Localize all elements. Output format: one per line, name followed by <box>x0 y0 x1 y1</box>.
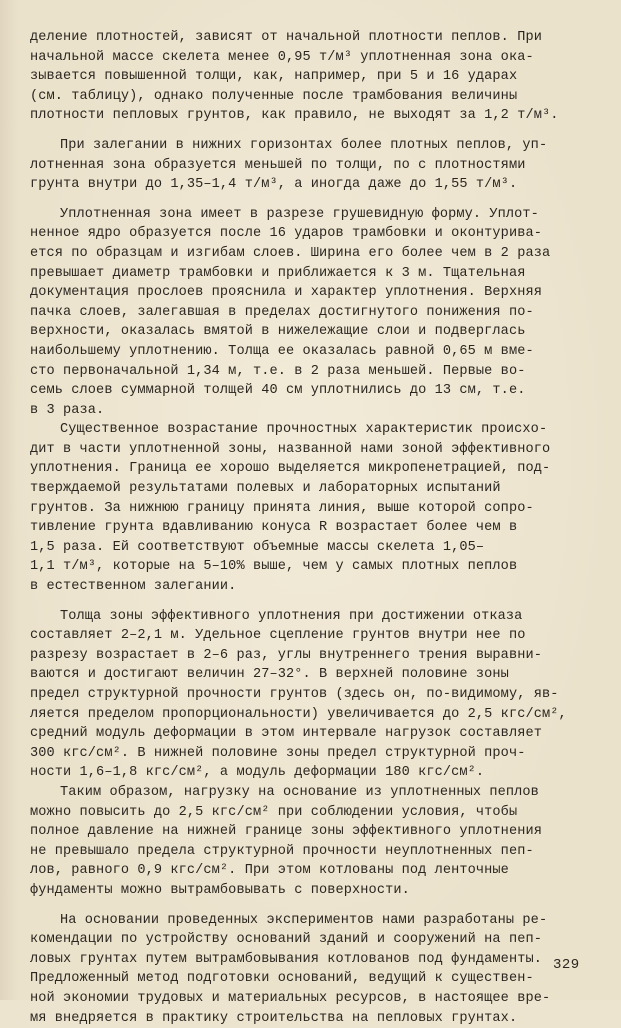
text-line: комендации по устройству оснований зданий и сооружений на пеп- <box>30 930 588 950</box>
text-line: При залегании в нижних горизонтах более плотных пеплов, уп- <box>30 136 588 156</box>
text-line: плотности пепловых грунтов, как правило, не выходят за 1,2 т/м³. <box>30 106 588 126</box>
paragraph-6 <box>30 783 588 901</box>
body-text <box>30 28 588 1028</box>
text-line: фундаменты можно вытрамбовывать с поверхности. <box>30 881 588 901</box>
text-line: в 3 раза. <box>30 401 588 421</box>
text-line: Существенное возрастание прочностных характеристик происхо- <box>30 420 588 440</box>
text-line: наибольшему уплотнению. Толща ее оказалась равной 0,65 м вме- <box>30 342 588 362</box>
text-line: грунтов. За нижнюю границу принята линия, выше которой сопро- <box>30 499 588 519</box>
text-line: верхности, оказалась вмятой в нижележащие слои и подверглась <box>30 322 588 342</box>
text-line: уплотнения. Граница ее хорошо выделяется микропенетрацией, под- <box>30 459 588 479</box>
text-line: ненное ядро образуется после 16 ударов трамбовки и оконтурива- <box>30 224 588 244</box>
text-line: Толща зоны эффективного уплотнения при достижении отказа <box>30 607 588 627</box>
text-line: грунта внутри до 1,35–1,4 т/м³, а иногда даже до 1,55 т/м³. <box>30 175 588 195</box>
text-line: 1,5 раза. Ей соответствуют объемные массы скелета 1,05– <box>30 538 588 558</box>
text-line: ваются и достигают величин 27–32°. В верхней половине зоны <box>30 665 588 685</box>
text-line: превышает диаметр трамбовки и приближается к 3 м. Тщательная <box>30 264 588 284</box>
text-line: тверждаемой результатами полевых и лабораторных испытаний <box>30 479 588 499</box>
text-line: составляет 2–2,1 м. Удельное сцепление грунтов внутри нее по <box>30 626 588 646</box>
text-line: 300 кгс/см². В нижней половине зоны предел структурной проч- <box>30 744 588 764</box>
text-line: ляется пределом пропорциональности) увеличивается до 2,5 кгс/см², <box>30 705 588 725</box>
text-line: (см. таблицу), однако полученные после трамбования величины <box>30 87 588 107</box>
text-line: мя внедряется в практику строительства на пепловых грунтах. <box>30 1009 588 1028</box>
text-line: можно повысить до 2,5 кгс/см² при соблюдении условия, чтобы <box>30 803 588 823</box>
text-line: деление плотностей, зависят от начальной плотности пеплов. При <box>30 28 588 48</box>
paragraph-3 <box>30 205 588 421</box>
paragraph-5 <box>30 607 588 783</box>
text-line: ной экономии трудовых и материальных ресурсов, в настоящее вре- <box>30 989 588 1009</box>
paragraph-1 <box>30 28 588 126</box>
paragraph-2 <box>30 136 588 195</box>
text-line: ности 1,6–1,8 кгс/см², а модуль деформации 180 кгс/см². <box>30 763 588 783</box>
text-line: пачка слоев, залегавшая в пределах достигнутого понижения по- <box>30 303 588 323</box>
text-line: лотненная зона образуется меньшей по толщи, по с плотностями <box>30 156 588 176</box>
text-line: ловых грунтах путем вытрамбовывания котлованов под фундаменты. <box>30 950 588 970</box>
text-line: семь слоев суммарной толщей 40 см уплотнились до 13 см, т.е. <box>30 381 588 401</box>
text-line: сто первоначальной 1,34 м, т.е. в 2 раза меньшей. Первые во- <box>30 362 588 382</box>
text-line: разрезу возрастает в 2–6 раз, углы внутреннего трения выравни- <box>30 646 588 666</box>
text-line: зывается повышенной толщи, как, например, при 5 и 16 ударах <box>30 67 588 87</box>
text-line: Уплотненная зона имеет в разрезе грушевидную форму. Уплот- <box>30 205 588 225</box>
text-line: Таким образом, нагрузку на основание из уплотненных пеплов <box>30 783 588 803</box>
text-line: предел структурной прочности грунтов (здесь он, по-видимому, яв- <box>30 685 588 705</box>
text-line: дит в части уплотненной зоны, названной нами зоной эффективного <box>30 440 588 460</box>
text-line: Предложенный метод подготовки оснований, ведущий к существен- <box>30 969 588 989</box>
text-line: лов, равного 0,9 кгс/см². При этом котлованы под ленточные <box>30 861 588 881</box>
text-line: средний модуль деформации в этом интервале нагрузок составляет <box>30 724 588 744</box>
text-line: ется по образцам и изгибам слоев. Ширина его более чем в 2 раза <box>30 244 588 264</box>
paragraph-4 <box>30 420 588 596</box>
text-line: На основании проведенных экспериментов нами разработаны ре- <box>30 911 588 931</box>
text-line: начальной массе скелета менее 0,95 т/м³ уплотненная зона ока- <box>30 48 588 68</box>
text-line: в естественном залегании. <box>30 577 588 597</box>
text-line: тивление грунта вдавливанию конуса R возрастает более чем в <box>30 518 588 538</box>
text-line: 1,1 т/м³, которые на 5–10% выше, чем у самых плотных пеплов <box>30 557 588 577</box>
text-line: документация прослоев прояснила и характер уплотнения. Верхняя <box>30 283 588 303</box>
paragraph-7 <box>30 911 588 1028</box>
text-line: полное давление на нижней границе зоны эффективного уплотнения <box>30 822 588 842</box>
text-line: не превышало предела структурной прочности неуплотненных пеп- <box>30 842 588 862</box>
page-number: 329 <box>553 957 580 973</box>
